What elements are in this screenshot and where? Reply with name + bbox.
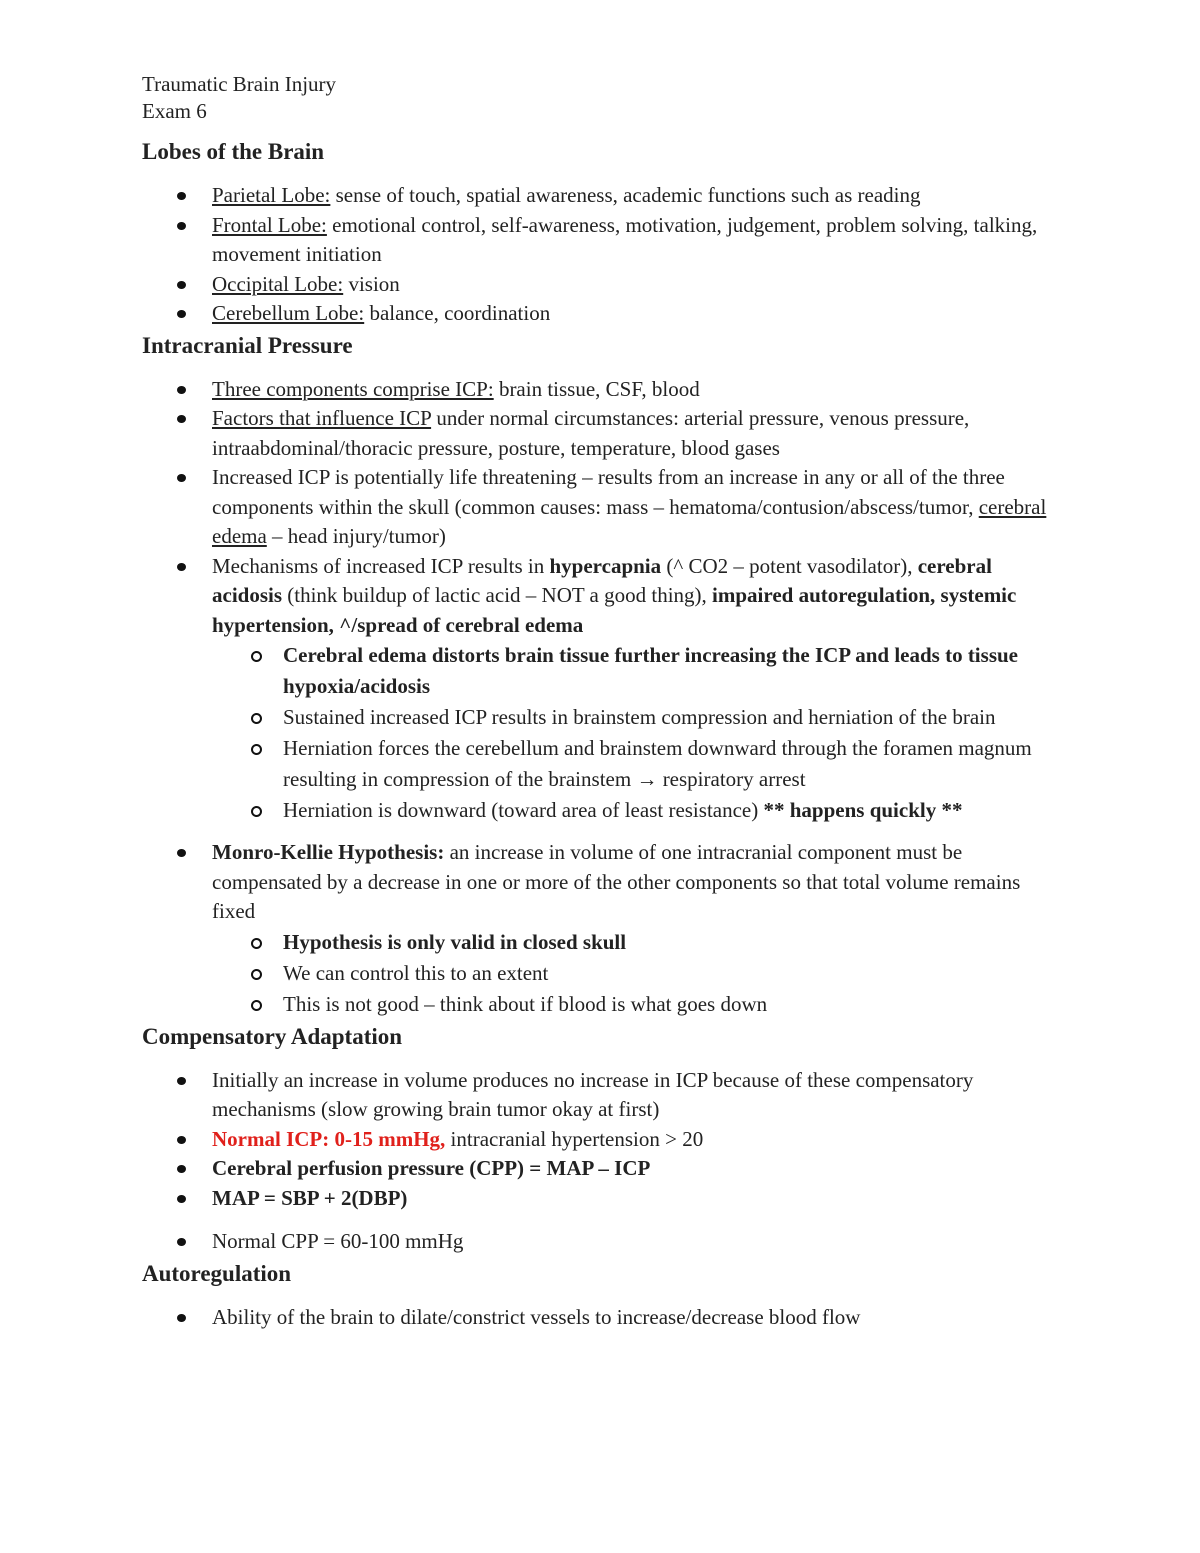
- term: Parietal Lobe:: [212, 183, 331, 207]
- sub-list-item: We can control this to an extent: [283, 958, 1060, 989]
- definition: balance, coordination: [364, 301, 551, 325]
- sub-list: [212, 927, 1060, 1020]
- arrow-icon: →: [636, 767, 658, 791]
- sub-list: [212, 640, 1060, 826]
- document-title: Traumatic Brain Injury: [142, 72, 337, 96]
- bold-term: Monro-Kellie Hypothesis:: [212, 840, 445, 864]
- term: Frontal Lobe:: [212, 212, 327, 237]
- sub-list-item: [283, 795, 1060, 826]
- bold-term: ** happens quickly **: [763, 798, 963, 822]
- text: Herniation is downward (toward area of least resistance): [283, 798, 764, 822]
- autoregulation-list: [142, 1303, 1060, 1333]
- text: respiratory arrest: [657, 767, 806, 791]
- bold-term: hypercapnia: [549, 553, 662, 578]
- term: Three components comprise ICP:: [212, 376, 494, 401]
- definition: vision: [343, 271, 400, 296]
- list-item: [212, 552, 1060, 827]
- sub-list-item: [283, 733, 1060, 795]
- section-heading-autoregulation: Autoregulation: [142, 1260, 292, 1286]
- term: Factors that influence ICP: [212, 406, 432, 430]
- document-subtitle: Exam 6: [142, 99, 207, 123]
- list-item: [212, 463, 1060, 552]
- section-heading-lobes: Lobes of the Brain: [142, 139, 325, 164]
- section-heading-compensatory: Compensatory Adaptation: [142, 1023, 403, 1049]
- list-item: [212, 404, 1060, 463]
- list-item: [212, 299, 1060, 329]
- text: – head injury/tumor): [266, 524, 446, 548]
- definition: emotional control, self-awareness, motivation, judgement, problem solving, talking, movement initiation: [212, 212, 1038, 266]
- list-item: [212, 375, 1060, 405]
- list-item: [212, 838, 1060, 1020]
- term: cerebral edema: [212, 494, 1047, 548]
- definition: under normal circumstances: arterial pressure, venous pressure, intraabdominal/thoracic pressure, posture, temperature, blood gases: [212, 406, 970, 460]
- lobes-list: [142, 181, 1060, 329]
- compensatory-list: [142, 1066, 1060, 1257]
- term: Cerebellum Lobe:: [212, 301, 365, 325]
- list-item: Cerebral perfusion pressure (CPP) = MAP – ICP: [212, 1154, 1060, 1184]
- text: Herniation forces the cerebellum and brainstem downward through the foramen magnum resulting in compression of the brainstem: [283, 736, 1032, 791]
- sub-list-item: Hypothesis is only valid in closed skull: [283, 927, 1060, 958]
- bold-term: impaired autoregulation, systemic hypertension, ^/spread of cerebral edema: [212, 583, 1017, 637]
- list-item: [212, 181, 1060, 211]
- text: (^ CO2 – potent vasodilator),: [661, 553, 918, 578]
- icp-list: [142, 375, 1060, 1020]
- text: Mechanisms of increased ICP results in: [212, 553, 550, 578]
- sub-list-item: Cerebral edema distorts brain tissue further increasing the ICP and leads to tissue hypoxia/acidosis: [283, 640, 1060, 702]
- definition: an increase in volume of one intracranial component must be compensated by a decrease in one or more of the other components so that total volume remains fixed: [212, 840, 1021, 923]
- term: Occipital Lobe:: [212, 271, 344, 296]
- text: Increased ICP is potentially life threatening – results from an increase in any or all of the three components within the skull (common causes: mass – hematoma/contusion/abscess/tumor,: [212, 465, 1005, 519]
- sub-list-item: Sustained increased ICP results in brainstem compression and herniation of the brain: [283, 702, 1060, 733]
- definition: brain tissue, CSF, blood: [493, 376, 700, 401]
- list-item: [212, 1125, 1060, 1155]
- list-item: [212, 270, 1060, 300]
- list-item: Normal CPP = 60-100 mmHg: [212, 1227, 1060, 1257]
- section-heading-icp: Intracranial Pressure: [142, 332, 353, 358]
- list-item: Initially an increase in volume produces no increase in ICP because of these compensatory mechanisms (slow growing brain tumor okay at first): [212, 1066, 1060, 1125]
- definition: sense of touch, spatial awareness, academic functions such as reading: [330, 183, 921, 207]
- list-item: MAP = SBP + 2(DBP): [212, 1184, 1060, 1214]
- sub-list-item: This is not good – think about if blood is what goes down: [283, 989, 1060, 1020]
- list-item: Ability of the brain to dilate/constrict vessels to increase/decrease blood flow: [212, 1303, 1060, 1333]
- highlight-text: Normal ICP: 0-15 mmHg,: [212, 1126, 446, 1151]
- bold-term: cerebral acidosis: [212, 553, 992, 607]
- text: (think buildup of lactic acid – NOT a good thing),: [282, 583, 713, 607]
- text: intracranial hypertension > 20: [445, 1126, 704, 1151]
- list-item: [212, 211, 1060, 270]
